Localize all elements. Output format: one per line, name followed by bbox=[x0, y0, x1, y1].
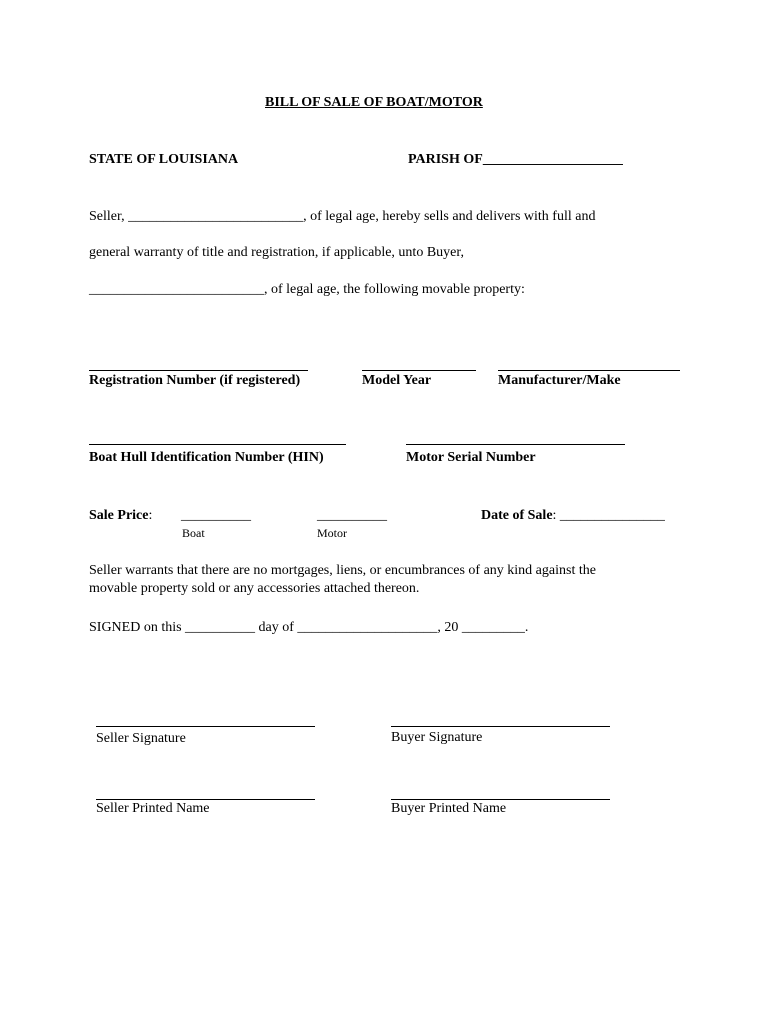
seller-printed-name-line[interactable] bbox=[96, 799, 315, 800]
sale-price-colon: : bbox=[148, 508, 153, 523]
hull-id-line[interactable] bbox=[89, 444, 346, 445]
sale-price-label bbox=[89, 509, 152, 523]
document-title: BILL OF SALE OF BOAT/MOTOR bbox=[265, 95, 483, 110]
motor-price-caption: Motor bbox=[317, 526, 347, 540]
state-label: STATE OF LOUISIANA bbox=[89, 152, 239, 167]
date-of-sale-blank[interactable]: : _______________ bbox=[552, 508, 665, 523]
model-year-line[interactable] bbox=[362, 370, 476, 371]
buyer-printed-name-line[interactable] bbox=[391, 799, 610, 800]
body-line-3: _________________________, of legal age, the following movable property: bbox=[89, 282, 525, 297]
motor-price-blank[interactable]: __________ bbox=[317, 508, 387, 523]
buyer-printed-name-label: Buyer Printed Name bbox=[391, 801, 507, 816]
model-year-label: Model Year bbox=[362, 373, 432, 388]
date-of-sale bbox=[481, 509, 665, 523]
body-line-2: general warranty of title and registration, if applicable, unto Buyer, bbox=[89, 245, 464, 260]
registration-number-line[interactable] bbox=[89, 370, 308, 371]
motor-serial-label: Motor Serial Number bbox=[406, 450, 536, 465]
parish-blank[interactable]: ____________________ bbox=[482, 152, 623, 167]
parish-label bbox=[408, 153, 623, 167]
seller-signature-line[interactable] bbox=[96, 726, 315, 727]
buyer-signature-label: Buyer Signature bbox=[391, 730, 483, 745]
signed-date-line: SIGNED on this __________ day of ____________________, 20 _________. bbox=[89, 620, 529, 635]
manufacturer-make-line[interactable] bbox=[498, 370, 680, 371]
boat-price-blank[interactable]: __________ bbox=[181, 508, 251, 523]
sale-price-text: Sale Price bbox=[89, 508, 149, 523]
seller-printed-name-label: Seller Printed Name bbox=[96, 801, 210, 816]
warranty-line-1: Seller warrants that there are no mortgages, liens, or encumbrances of any kind against the bbox=[89, 563, 596, 578]
seller-signature-label: Seller Signature bbox=[96, 731, 186, 746]
date-of-sale-label: Date of Sale bbox=[481, 508, 553, 523]
registration-number-label: Registration Number (if registered) bbox=[89, 373, 301, 388]
hull-id-label: Boat Hull Identification Number (HIN) bbox=[89, 450, 324, 465]
motor-serial-line[interactable] bbox=[406, 444, 625, 445]
parish-label-text: PARISH OF bbox=[408, 152, 483, 167]
buyer-signature-line[interactable] bbox=[391, 726, 610, 727]
warranty-line-2: movable property sold or any accessories attached thereon. bbox=[89, 581, 420, 596]
body-line-1: Seller, _________________________, of legal age, hereby sells and delivers with full and bbox=[89, 209, 596, 224]
boat-price-caption: Boat bbox=[182, 526, 205, 540]
manufacturer-make-label: Manufacturer/Make bbox=[498, 373, 621, 388]
